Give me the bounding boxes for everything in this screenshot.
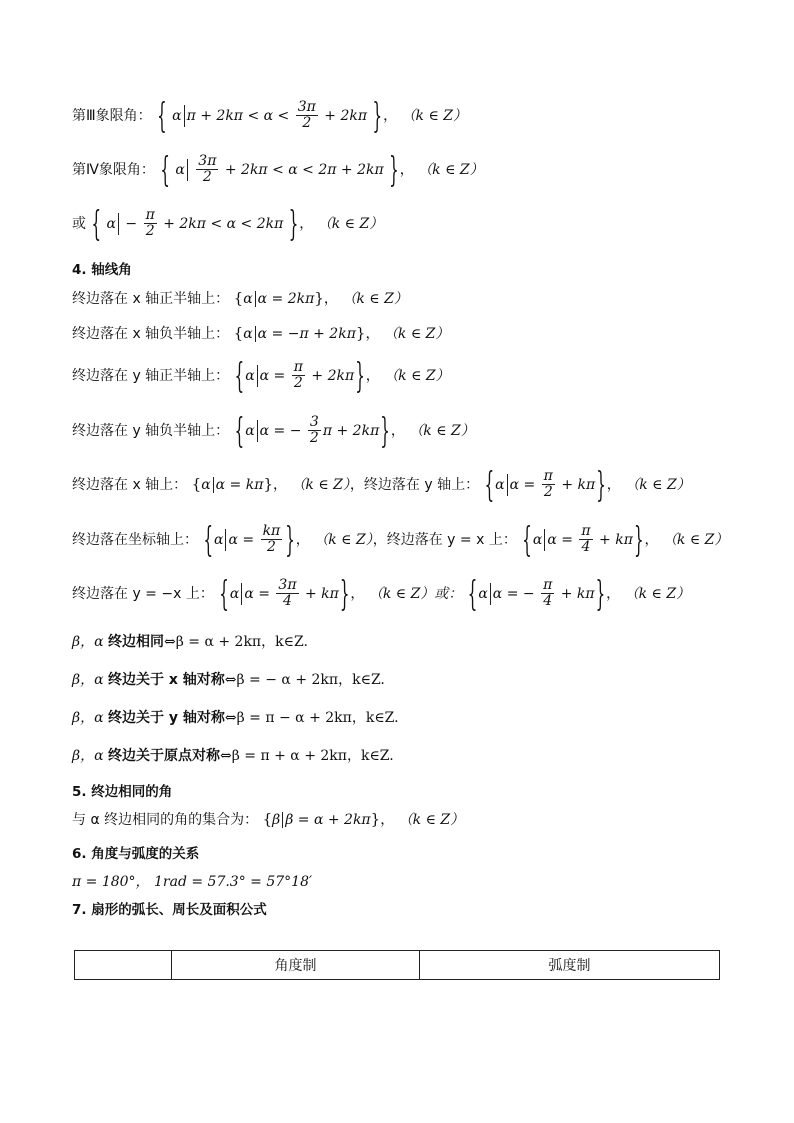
table-header-cell: 弧度制 <box>420 951 720 980</box>
quadrant4-label: 第Ⅳ象限角： <box>72 161 155 178</box>
relation-x-axis: β，α 终边关于 x 轴对称⇔β = − α + 2kπ，k∈Z. <box>72 672 385 688</box>
right-brace-icon: } <box>372 95 383 137</box>
axis-x-neg-label: 终边落在 x 轴负半轴上： <box>72 326 230 342</box>
axis-yx-label: ，终边落在 y = x 上： <box>372 531 517 548</box>
axis-neg-diag-cond: （k ∈ Z）或： <box>368 585 463 602</box>
quadrant4-line: 第Ⅳ象限角： { α $\frac{3\pi}{2}$ + 2kπ < α < 2π + 2kπ }， （k ∈ Z） <box>72 149 484 191</box>
quadrant4-alt-cond: （k ∈ Z） <box>317 215 384 232</box>
section6-formula: π = 180°， 1rad = 57.3° = 57°18′ <box>72 874 313 890</box>
left-brace-icon: { <box>91 203 101 245</box>
left-brace-icon: { <box>160 149 170 191</box>
axis-x-neg-cond: （k ∈ Z） <box>383 326 450 342</box>
axis-coord-label: 终边落在坐标轴上： <box>72 531 198 548</box>
quadrant3-line: 第Ⅲ象限角： { α π + 2kπ < α < $\frac{3\pi}{2}$ + 2kπ }， （k ∈ Z） <box>72 95 467 137</box>
quadrant4-cond: （k ∈ Z） <box>418 161 484 178</box>
axis-x-pos-line: 终边落在 x 轴正半轴上： {α α = 2kπ}， （k ∈ Z） <box>72 289 408 307</box>
axis-coord-line: 终边落在坐标轴上： {α α = $\frac{k\pi}{2}$ }， （k ∈ Z），终边落在 y = x 上： {α α = $\frac{\pi}{4}$ + kπ}， （k ∈ Z） <box>72 519 729 561</box>
left-brace-icon: { <box>157 95 167 137</box>
relation-same: β，α 终边相同⇔β = α + 2kπ，k∈Z. <box>72 634 308 650</box>
right-brace-icon: } <box>288 203 299 245</box>
section5-cond: （k ∈ Z） <box>398 812 465 828</box>
quadrant4-alt-label: 或 <box>72 215 86 232</box>
axis-y-pos-cond: （k ∈ Z） <box>384 367 450 384</box>
sector-formula-table <box>74 950 720 980</box>
section5-text: 与 α 终边相同的角的集合为： <box>72 812 259 828</box>
quadrant4-alt-line: 或 { α − $\frac{\pi}{2}$ + 2kπ < α < 2kπ }， （k ∈ Z） <box>72 203 384 245</box>
relation-origin: β，α 终边关于原点对称⇔β = π + α + 2kπ，k∈Z. <box>72 748 394 764</box>
axis-y-neg-line: 终边落在 y 轴负半轴上： {α α = − $\frac{3}{2}$ π + 2kπ}， （k ∈ Z） <box>72 410 475 452</box>
axis-y-neg-label: 终边落在 y 轴负半轴上： <box>72 422 230 439</box>
axis-x-pos-cond: （k ∈ Z） <box>342 291 408 307</box>
axis-y-pos-label: 终边落在 y 轴正半轴上： <box>72 367 230 384</box>
axis-y-neg-cond: （k ∈ Z） <box>409 422 475 439</box>
quadrant4-set: α $\frac{3\pi}{2}$ + 2kπ < α < 2π + 2kπ <box>175 153 384 186</box>
axis-y-pos-line: 终边落在 y 轴正半轴上： {α α = $\frac{\pi}{2}$ + 2kπ}， （k ∈ Z） <box>72 355 450 397</box>
axis-y-label: ，终边落在 y 轴上： <box>349 476 480 493</box>
section5-line: 与 α 终边相同的角的集合为： {β β = α + 2kπ}， （k ∈ Z） <box>72 810 465 828</box>
axis-neg-diag-cond2: （k ∈ Z） <box>624 585 691 602</box>
axis-coord-cond: （k ∈ Z） <box>314 531 373 548</box>
right-brace-icon: } <box>389 149 399 191</box>
axis-x-neg-line: 终边落在 x 轴负半轴上： {α α = −π + 2kπ}， （k ∈ Z） <box>72 324 450 342</box>
table-header-cell <box>75 951 172 980</box>
section5-heading: 5. 终边相同的角 <box>72 784 173 800</box>
section6-heading: 6. 角度与弧度的关系 <box>72 846 200 862</box>
axis-x-pos-label: 终边落在 x 轴正半轴上： <box>72 291 230 307</box>
axis-yx-cond: （k ∈ Z） <box>662 531 729 548</box>
quadrant3-label: 第Ⅲ象限角： <box>72 107 152 124</box>
axis-x-cond: （k ∈ Z） <box>291 476 350 493</box>
table-header-row <box>75 951 720 980</box>
section7-heading: 7. 扇形的弧长、周长及面积公式 <box>72 902 267 918</box>
axis-xy-line: 终边落在 x 轴上： {α α = kπ}， （k ∈ Z），终边落在 y 轴上： {α α = $\frac{\pi}{2}$ + kπ}， （k ∈ Z） <box>72 464 691 506</box>
quadrant3-cond: （k ∈ Z） <box>401 107 467 124</box>
quadrant3-set: α π + 2kπ < α < $\frac{3\pi}{2}$ + 2kπ <box>172 99 368 132</box>
axis-y-cond: （k ∈ Z） <box>625 476 691 493</box>
section4-heading: 4. 轴线角 <box>72 262 132 278</box>
axis-neg-diag-line: 终边落在 y = −x 上： {α α = $\frac{3\pi}{4}$ + kπ}， （k ∈ Z）或： {α α = − $\frac{\pi}{4}$ + kπ}， （k ∈ Z） <box>72 573 691 615</box>
relation-y-axis: β，α 终边关于 y 轴对称⇔β = π − α + 2kπ，k∈Z. <box>72 710 399 726</box>
axis-x-label: 终边落在 x 轴上： <box>72 476 188 493</box>
table-header-cell: 角度制 <box>172 951 420 980</box>
quadrant4-alt-set: α − $\frac{\pi}{2}$ + 2kπ < α < 2kπ <box>106 207 284 240</box>
axis-neg-diag-label: 终边落在 y = −x 上： <box>72 585 214 602</box>
